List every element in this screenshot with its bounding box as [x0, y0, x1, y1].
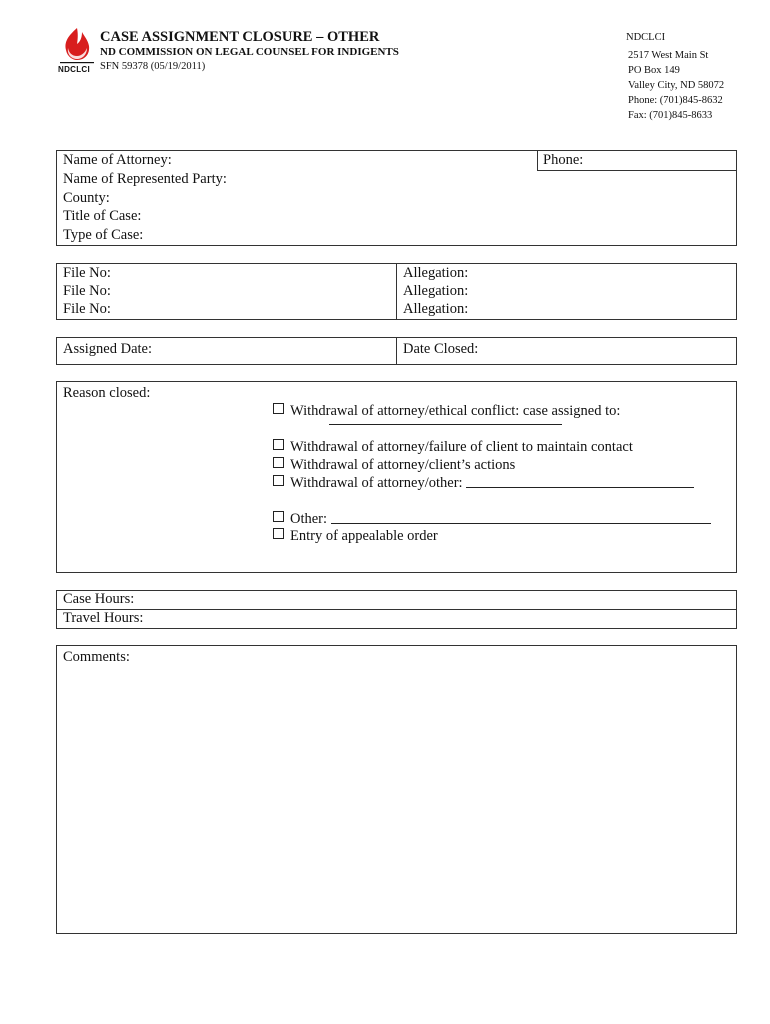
option-appealable-order-text: Entry of appealable order — [290, 528, 438, 544]
address-city: Valley City, ND 58072 — [628, 80, 725, 92]
option-ethical-conflict-text: Withdrawal of attorney/ethical conflict: case assigned to: — [290, 403, 621, 419]
attorney-info-box — [56, 150, 737, 246]
assigned-date-label[interactable]: Assigned Date: — [63, 341, 152, 357]
comments-box[interactable] — [56, 645, 737, 934]
withdrawal-other-line[interactable] — [466, 475, 694, 488]
agency-code: NDCLCI — [626, 32, 666, 43]
file-no-label-3[interactable]: File No: — [63, 301, 111, 317]
allegation-label-2[interactable]: Allegation: — [403, 283, 469, 299]
allegation-label-3[interactable]: Allegation: — [403, 301, 469, 317]
attorney-phone-label[interactable]: Phone: — [543, 152, 584, 168]
represented-party-label[interactable]: Name of Represented Party: — [63, 171, 227, 187]
travel-hours-label[interactable]: Travel Hours: — [63, 610, 144, 626]
checkbox-icon[interactable] — [273, 528, 284, 539]
comments-label: Comments: — [63, 649, 130, 665]
checkbox-icon[interactable] — [273, 511, 284, 522]
case-type-label[interactable]: Type of Case: — [63, 227, 144, 243]
date-closed-label[interactable]: Date Closed: — [403, 341, 479, 357]
option-ethical-conflict[interactable] — [273, 403, 620, 420]
file-allegation-box — [56, 263, 737, 320]
attorney-name-label[interactable]: Name of Attorney: — [63, 152, 172, 168]
option-client-actions[interactable] — [273, 457, 515, 474]
reason-closed-label: Reason closed: — [63, 385, 151, 401]
address-street: 2517 West Main St — [628, 50, 709, 62]
allegation-label-1[interactable]: Allegation: — [403, 265, 469, 281]
option-withdrawal-other-text: Withdrawal of attorney/other: — [290, 475, 463, 491]
case-assigned-to-line[interactable] — [329, 424, 562, 425]
option-failure-contact[interactable] — [273, 439, 633, 456]
checkbox-icon[interactable] — [273, 439, 284, 450]
option-other-text: Other: — [290, 511, 328, 527]
dates-box — [56, 337, 737, 365]
agency-address — [628, 30, 724, 124]
checkbox-icon[interactable] — [273, 403, 284, 414]
case-title-label[interactable]: Title of Case: — [63, 208, 142, 224]
form-number: SFN 59378 (05/19/2011) — [100, 61, 206, 72]
address-phone: Phone: (701)845-8632 — [628, 95, 723, 107]
case-hours-label[interactable]: Case Hours: — [63, 591, 135, 607]
organization-name: ND COMMISSION ON LEGAL COUNSEL FOR INDIGENTS — [100, 46, 399, 58]
checkbox-icon[interactable] — [273, 457, 284, 468]
county-label[interactable]: County: — [63, 190, 110, 206]
file-no-label-1[interactable]: File No: — [63, 265, 111, 281]
option-withdrawal-other[interactable] — [273, 475, 694, 492]
file-no-label-2[interactable]: File No: — [63, 283, 111, 299]
option-appealable-order[interactable] — [273, 528, 438, 545]
address-fax: Fax: (701)845-8633 — [628, 110, 713, 122]
other-reason-line[interactable] — [331, 511, 711, 524]
checkbox-icon[interactable] — [273, 475, 284, 486]
form-title: CASE ASSIGNMENT CLOSURE – OTHER — [100, 29, 380, 45]
hours-box — [56, 590, 737, 629]
option-client-actions-text: Withdrawal of attorney/client’s actions — [290, 457, 516, 473]
reason-closed-box — [56, 381, 737, 573]
address-po-box: PO Box 149 — [628, 65, 680, 77]
logo-text: NDCLCI — [58, 65, 91, 74]
option-other[interactable] — [273, 511, 711, 528]
option-failure-contact-text: Withdrawal of attorney/failure of client to maintain contact — [290, 439, 633, 455]
